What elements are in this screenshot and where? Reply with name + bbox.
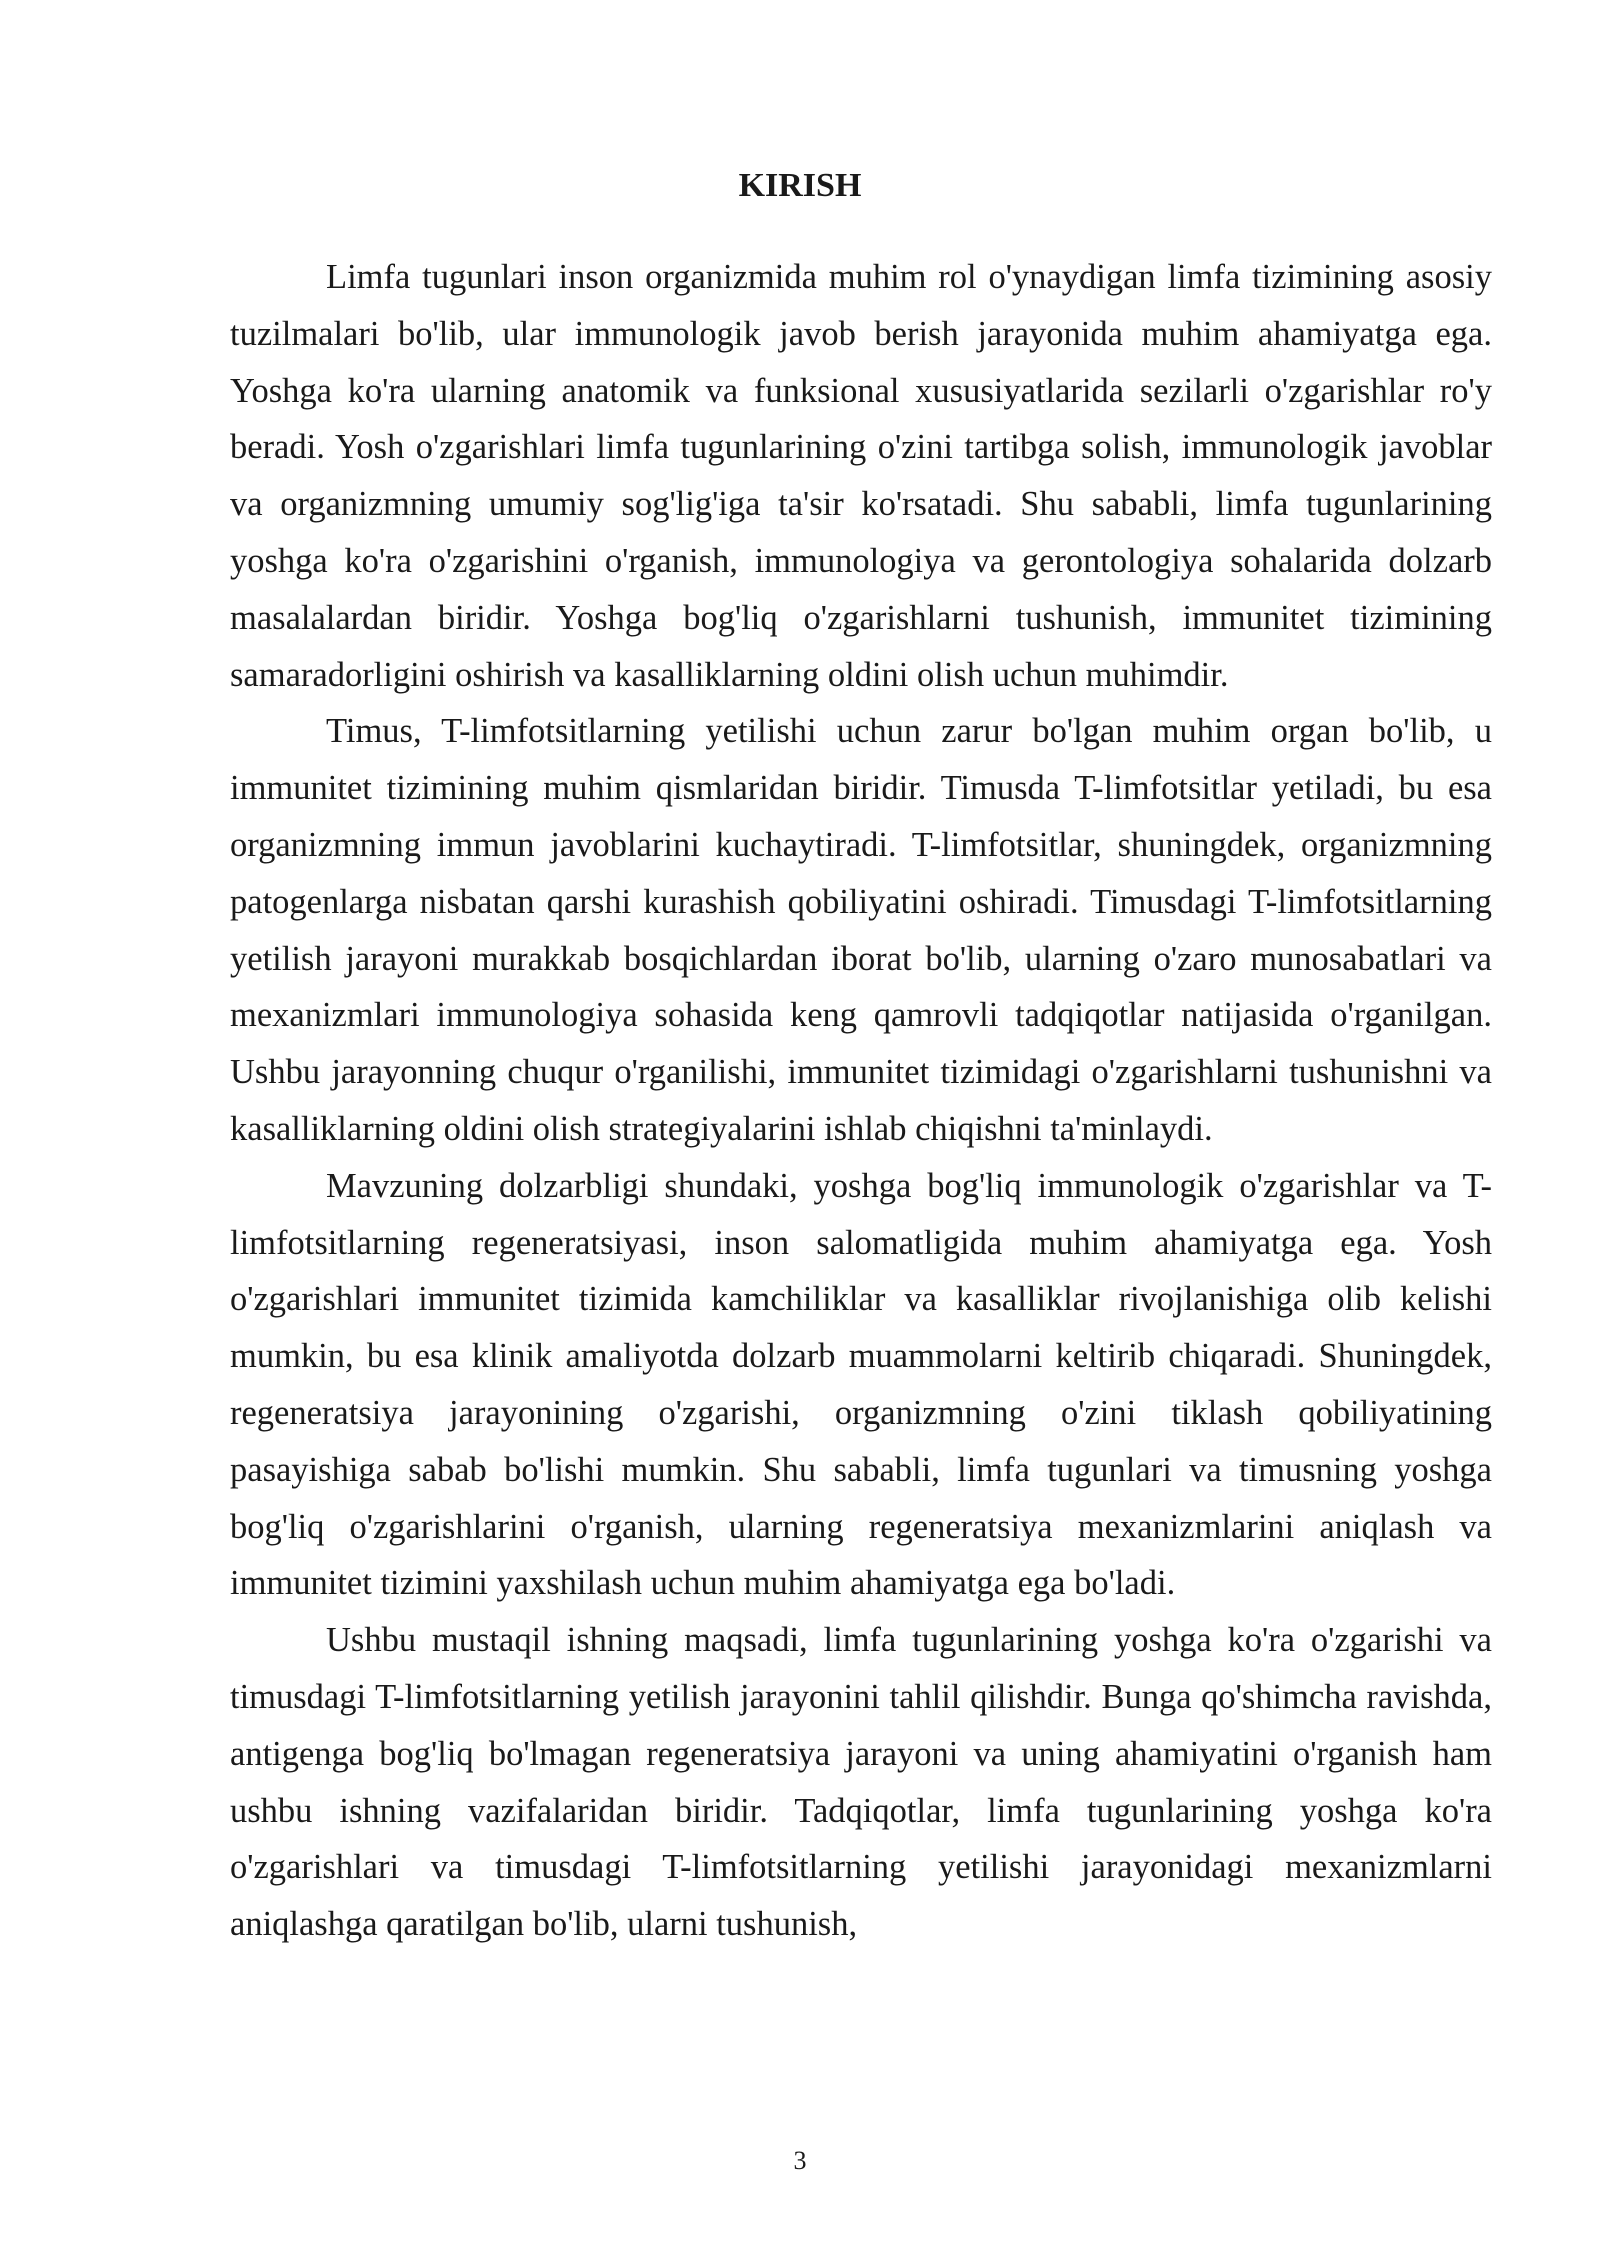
page-number: 3 (793, 2146, 807, 2175)
paragraph-2: Timus, T-limfotsitlarning yetilishi uchun zarur bo'lgan muhim organ bo'lib, u immunitet tizimining muhim qismlaridan biridir. Timusda T-limfotsitlar yetiladi, bu esa organizmning immun javoblarini kuchaytiradi. T-limfotsitlar, shuningdek, organizmning patogenlarga nisbatan qarshi kurashish qobiliyatini oshiradi. Timusdagi T-limfotsitlarning yetilish jarayoni murakkab bosqichlardan iborat bo'lib, ularning o'zaro munosabatlari va mexanizmlari immunologiya sohasida keng qamrovli tadqiqotlar natijasida o'rganilgan. Ushbu jarayonning chuqur o'rganilishi, immunitet tizimidagi o'zgarishlarni tushunishni va kasalliklarning oldini olish strategiyalarini ishlab chiqishni ta'minlaydi. (230, 712, 1492, 1148)
paragraph-1: Limfa tugunlari inson organizmida muhim rol o'ynaydigan limfa tizimining asosiy tuzilmalari bo'lib, ular immunologik javob berish jarayonida muhim ahamiyatga ega. Yoshga ko'ra ularning anatomik va funksional xususiyatlarida sezilarli o'zgarishlar ro'y beradi. Yosh o'zgarishlari limfa tugunlarining o'zini tartibga solish, immunologik javoblar va organizmning umumiy sog'lig'iga ta'sir ko'rsatadi. Shu sababli, limfa tugunlarining yoshga ko'ra o'zgarishini o'rganish, immunologiya va gerontologiya sohalarida dolzarb masalalardan biridir. Yoshga bog'liq o'zgarishlarni tushunish, immunitet tizimining samaradorligini oshirish va kasalliklarning oldini olish uchun muhimdir. (230, 258, 1492, 694)
paragraph-4: Ushbu mustaqil ishning maqsadi, limfa tugunlarining yoshga ko'ra o'zgarishi va timusdagi T-limfotsitlarning yetilish jarayonini tahlil qilishdir. Bunga qo'shimcha ravishda, antigenga bog'liq bo'lmagan regeneratsiya jarayoni va uning ahamiyatini o'rganish ham ushbu ishning vazifalaridan biridir. Tadqiqotlar, limfa tugunlarining yoshga ko'ra o'zgarishlari va timusdagi T-limfotsitlarning yetilishi jarayonidagi mexanizmlarni aniqlashga qaratilgan bo'lib, ularni tushunish, (230, 1621, 1492, 1944)
page-title: KIRISH (738, 167, 862, 204)
body-text (230, 249, 1492, 1953)
paragraph-3: Mavzuning dolzarbligi shundaki, yoshga bog'liq immunologik o'zgarishlar va T-limfotsitlarning regeneratsiyasi, inson salomatligida muhim ahamiyatga ega. Yosh o'zgarishlari immunitet tizimida kamchiliklar va kasalliklar rivojlanishiga olib kelishi mumkin, bu esa klinik amaliyotda dolzarb muammolarni keltirib chiqaradi. Shuningdek, regeneratsiya jarayonining o'zgarishi, organizmning o'zini tiklash qobiliyatining pasayishiga sabab bo'lishi mumkin. Shu sababli, limfa tugunlari va timusning yoshga bog'liq o'zgarishlarini o'rganish, ularning regeneratsiya mexanizmlarini aniqlash va immunitet tizimini yaxshilash uchun muhim ahamiyatga ega bo'ladi. (230, 1166, 1492, 1603)
